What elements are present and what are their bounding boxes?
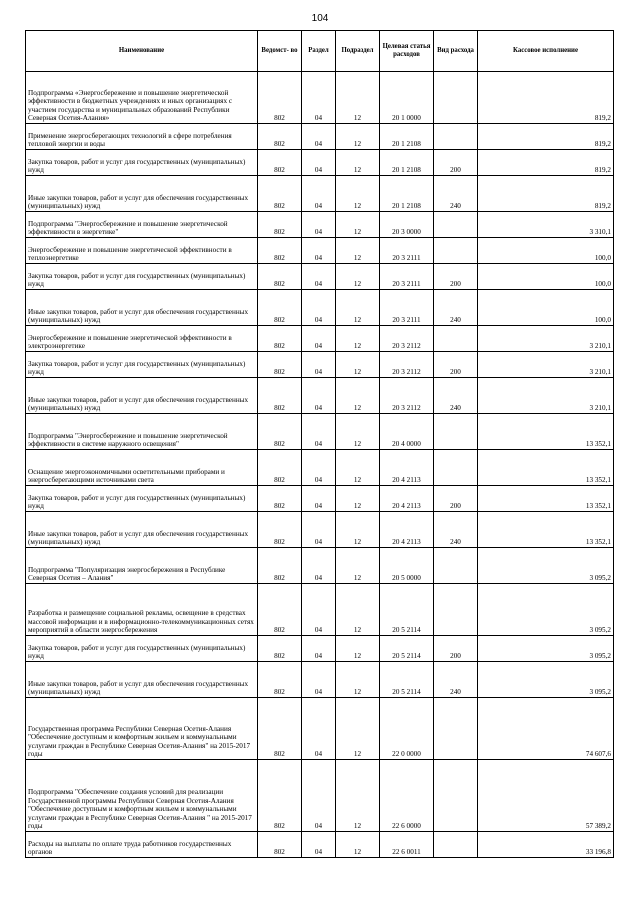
row-amount: 33 196,8 <box>478 832 614 858</box>
row-name: Расходы на выплаты по оплате труда работников государственных органов <box>26 832 258 858</box>
row-section: 04 <box>302 636 336 662</box>
row-dept: 802 <box>258 450 302 486</box>
row-amount: 100,0 <box>478 290 614 326</box>
row-dept: 802 <box>258 584 302 636</box>
row-name: Подпрограмма "Энергосбережение и повышение энергетической эффективности в энергетике" <box>26 212 258 238</box>
row-dept: 802 <box>258 636 302 662</box>
table-row <box>26 212 614 238</box>
row-target: 20 3 2111 <box>380 290 434 326</box>
row-type <box>434 450 478 486</box>
row-subsection: 12 <box>336 290 380 326</box>
row-amount: 3 095,2 <box>478 548 614 584</box>
row-name: Закупка товаров, работ и услуг для государственных (муниципальных) нужд <box>26 150 258 176</box>
row-type <box>434 212 478 238</box>
row-subsection: 12 <box>336 512 380 548</box>
row-type <box>434 414 478 450</box>
table-row <box>26 124 614 150</box>
row-name: Закупка товаров, работ и услуг для государственных (муниципальных) нужд <box>26 486 258 512</box>
row-section: 04 <box>302 698 336 760</box>
row-target: 20 3 2112 <box>380 352 434 378</box>
row-section: 04 <box>302 352 336 378</box>
row-target: 20 5 2114 <box>380 636 434 662</box>
row-dept: 802 <box>258 760 302 832</box>
row-amount: 100,0 <box>478 264 614 290</box>
table-row <box>26 832 614 858</box>
row-section: 04 <box>302 326 336 352</box>
header-amount: Кассовое исполнение <box>478 31 614 72</box>
table-row <box>26 150 614 176</box>
row-subsection: 12 <box>336 450 380 486</box>
row-dept: 802 <box>258 698 302 760</box>
row-subsection: 12 <box>336 584 380 636</box>
row-name: Подпрограмма "Популяризация энергосбережения в Республике Северная Осетия – Алания" <box>26 548 258 584</box>
row-dept: 802 <box>258 124 302 150</box>
row-subsection: 12 <box>336 176 380 212</box>
table-row <box>26 238 614 264</box>
row-amount: 57 389,2 <box>478 760 614 832</box>
row-name: Иные закупки товаров, работ и услуг для обеспечения государственных (муниципальных) нужд <box>26 662 258 698</box>
row-section: 04 <box>302 150 336 176</box>
budget-table <box>25 30 614 858</box>
row-section: 04 <box>302 378 336 414</box>
row-section: 04 <box>302 124 336 150</box>
row-dept: 802 <box>258 486 302 512</box>
row-name: Иные закупки товаров, работ и услуг для обеспечения государственных (муниципальных) нужд <box>26 512 258 548</box>
row-subsection: 12 <box>336 238 380 264</box>
row-target: 20 4 2113 <box>380 450 434 486</box>
row-type: 240 <box>434 378 478 414</box>
table-row <box>26 760 614 832</box>
row-type <box>434 124 478 150</box>
row-target: 20 1 0000 <box>380 72 434 124</box>
row-section: 04 <box>302 832 336 858</box>
table-row <box>26 414 614 450</box>
table-row <box>26 584 614 636</box>
row-type <box>434 326 478 352</box>
row-section: 04 <box>302 548 336 584</box>
row-subsection: 12 <box>336 548 380 584</box>
row-amount: 100,0 <box>478 238 614 264</box>
row-amount: 3 310,1 <box>478 212 614 238</box>
row-section: 04 <box>302 264 336 290</box>
row-target: 22 6 0000 <box>380 760 434 832</box>
row-subsection: 12 <box>336 378 380 414</box>
header-dept: Ведомст- во <box>258 31 302 72</box>
row-subsection: 12 <box>336 150 380 176</box>
row-target: 20 5 2114 <box>380 584 434 636</box>
row-dept: 802 <box>258 414 302 450</box>
table-row <box>26 290 614 326</box>
header-target: Целевая статья расходов <box>380 31 434 72</box>
table-row <box>26 698 614 760</box>
row-type: 240 <box>434 176 478 212</box>
row-amount: 3 095,2 <box>478 584 614 636</box>
row-type <box>434 238 478 264</box>
row-section: 04 <box>302 584 336 636</box>
row-target: 20 1 2108 <box>380 176 434 212</box>
row-target: 20 3 2112 <box>380 378 434 414</box>
row-name: Применение энергосберегающих технологий в сфере потребления тепловой энергии и воды <box>26 124 258 150</box>
row-target: 20 4 2113 <box>380 512 434 548</box>
row-name: Оснащение энергоэкономичными осветительными приборами и энергосберегающими источниками света <box>26 450 258 486</box>
row-type: 240 <box>434 512 478 548</box>
row-name: Закупка товаров, работ и услуг для государственных (муниципальных) нужд <box>26 352 258 378</box>
row-subsection: 12 <box>336 486 380 512</box>
table-row <box>26 72 614 124</box>
row-dept: 802 <box>258 264 302 290</box>
header-subsection: Подраздел <box>336 31 380 72</box>
row-name: Разработка и размещение социальной рекламы, освещение в средствах массовой информации и в информационно-телекоммуникационных сетях мероприятий в области энергосбережения <box>26 584 258 636</box>
row-target: 20 1 2108 <box>380 124 434 150</box>
row-subsection: 12 <box>336 352 380 378</box>
row-section: 04 <box>302 176 336 212</box>
row-type: 240 <box>434 662 478 698</box>
row-type <box>434 832 478 858</box>
row-amount: 74 607,6 <box>478 698 614 760</box>
row-target: 22 0 0000 <box>380 698 434 760</box>
row-type: 200 <box>434 352 478 378</box>
row-target: 20 3 2112 <box>380 326 434 352</box>
row-target: 20 5 2114 <box>380 662 434 698</box>
row-dept: 802 <box>258 662 302 698</box>
row-type: 200 <box>434 486 478 512</box>
row-name: Государственная программа Республики Северная Осетия-Алания "Обеспечение доступным и комфортным жильем и коммунальными услугами граждан в Республике Северная Осетия-Алания" на 2015-2017 годы <box>26 698 258 760</box>
row-amount: 819,2 <box>478 72 614 124</box>
row-amount: 819,2 <box>478 150 614 176</box>
row-section: 04 <box>302 450 336 486</box>
row-dept: 802 <box>258 212 302 238</box>
row-name: Энергосбережение и повышение энергетической эффективности в электроэнергетике <box>26 326 258 352</box>
row-amount: 3 210,1 <box>478 352 614 378</box>
row-name: Подпрограмма «Энергосбережение и повышение энергетической эффективности в бюджетных учреждениях и иных организациях с участием государства и муниципальных образований Республики Северная Осетия-Алания» <box>26 72 258 124</box>
row-subsection: 12 <box>336 636 380 662</box>
row-section: 04 <box>302 662 336 698</box>
row-name: Энергосбережение и повышение энергетической эффективности в теплоэнергетике <box>26 238 258 264</box>
row-dept: 802 <box>258 176 302 212</box>
row-subsection: 12 <box>336 662 380 698</box>
row-amount: 13 352,1 <box>478 450 614 486</box>
row-amount: 3 095,2 <box>478 662 614 698</box>
row-type <box>434 548 478 584</box>
row-amount: 13 352,1 <box>478 512 614 548</box>
row-target: 20 1 2108 <box>380 150 434 176</box>
row-type: 200 <box>434 264 478 290</box>
row-dept: 802 <box>258 378 302 414</box>
row-subsection: 12 <box>336 760 380 832</box>
row-amount: 819,2 <box>478 124 614 150</box>
row-amount: 819,2 <box>478 176 614 212</box>
row-target: 20 3 2111 <box>380 238 434 264</box>
row-dept: 802 <box>258 238 302 264</box>
row-section: 04 <box>302 512 336 548</box>
row-target: 22 6 0011 <box>380 832 434 858</box>
row-type: 200 <box>434 150 478 176</box>
table-row <box>26 548 614 584</box>
row-amount: 13 352,1 <box>478 414 614 450</box>
row-target: 20 4 0000 <box>380 414 434 450</box>
row-dept: 802 <box>258 832 302 858</box>
row-type: 200 <box>434 636 478 662</box>
header-type: Вид расхода <box>434 31 478 72</box>
row-dept: 802 <box>258 150 302 176</box>
table-row <box>26 512 614 548</box>
table-row <box>26 662 614 698</box>
row-type <box>434 698 478 760</box>
page-number: 104 <box>311 13 329 24</box>
row-subsection: 12 <box>336 698 380 760</box>
row-section: 04 <box>302 212 336 238</box>
row-name: Закупка товаров, работ и услуг для государственных (муниципальных) нужд <box>26 636 258 662</box>
row-amount: 13 352,1 <box>478 486 614 512</box>
row-dept: 802 <box>258 326 302 352</box>
row-subsection: 12 <box>336 72 380 124</box>
row-section: 04 <box>302 760 336 832</box>
row-type <box>434 72 478 124</box>
row-name: Закупка товаров, работ и услуг для государственных (муниципальных) нужд <box>26 264 258 290</box>
table-row <box>26 378 614 414</box>
row-dept: 802 <box>258 72 302 124</box>
row-target: 20 5 0000 <box>380 548 434 584</box>
row-type <box>434 584 478 636</box>
table-header-row <box>26 31 614 72</box>
row-section: 04 <box>302 486 336 512</box>
row-dept: 802 <box>258 352 302 378</box>
row-name: Подпрограмма "Обеспечение создания условий для реализации Государственной программы Республики Северная Осетия-Алания "Обеспечение доступным и комфортным жильем и коммунальными услугами граждан в Республике Северная Осетия-Алания " на 2015-2017 годы <box>26 760 258 832</box>
row-amount: 3 210,1 <box>478 378 614 414</box>
row-section: 04 <box>302 72 336 124</box>
row-type: 240 <box>434 290 478 326</box>
row-name: Иные закупки товаров, работ и услуг для обеспечения государственных (муниципальных) нужд <box>26 378 258 414</box>
row-target: 20 3 2111 <box>380 264 434 290</box>
row-target: 20 3 0000 <box>380 212 434 238</box>
table-row <box>26 264 614 290</box>
row-section: 04 <box>302 238 336 264</box>
row-dept: 802 <box>258 290 302 326</box>
header-name: Наименование <box>26 31 258 72</box>
row-dept: 802 <box>258 548 302 584</box>
row-amount: 3 095,2 <box>478 636 614 662</box>
row-dept: 802 <box>258 512 302 548</box>
header-section: Раздел <box>302 31 336 72</box>
table-row <box>26 636 614 662</box>
row-target: 20 4 2113 <box>380 486 434 512</box>
table-row <box>26 176 614 212</box>
row-section: 04 <box>302 290 336 326</box>
table-row <box>26 326 614 352</box>
table-row <box>26 486 614 512</box>
row-name: Иные закупки товаров, работ и услуг для обеспечения государственных (муниципальных) нужд <box>26 290 258 326</box>
row-subsection: 12 <box>336 414 380 450</box>
row-name: Подпрограмма "Энергосбережение и повышение энергетической эффективности в системе наружного освещения" <box>26 414 258 450</box>
row-section: 04 <box>302 414 336 450</box>
row-subsection: 12 <box>336 832 380 858</box>
row-type <box>434 760 478 832</box>
row-subsection: 12 <box>336 124 380 150</box>
row-subsection: 12 <box>336 212 380 238</box>
row-name: Иные закупки товаров, работ и услуг для обеспечения государственных (муниципальных) нужд <box>26 176 258 212</box>
row-subsection: 12 <box>336 264 380 290</box>
table-row <box>26 450 614 486</box>
row-subsection: 12 <box>336 326 380 352</box>
row-amount: 3 210,1 <box>478 326 614 352</box>
table-row <box>26 352 614 378</box>
